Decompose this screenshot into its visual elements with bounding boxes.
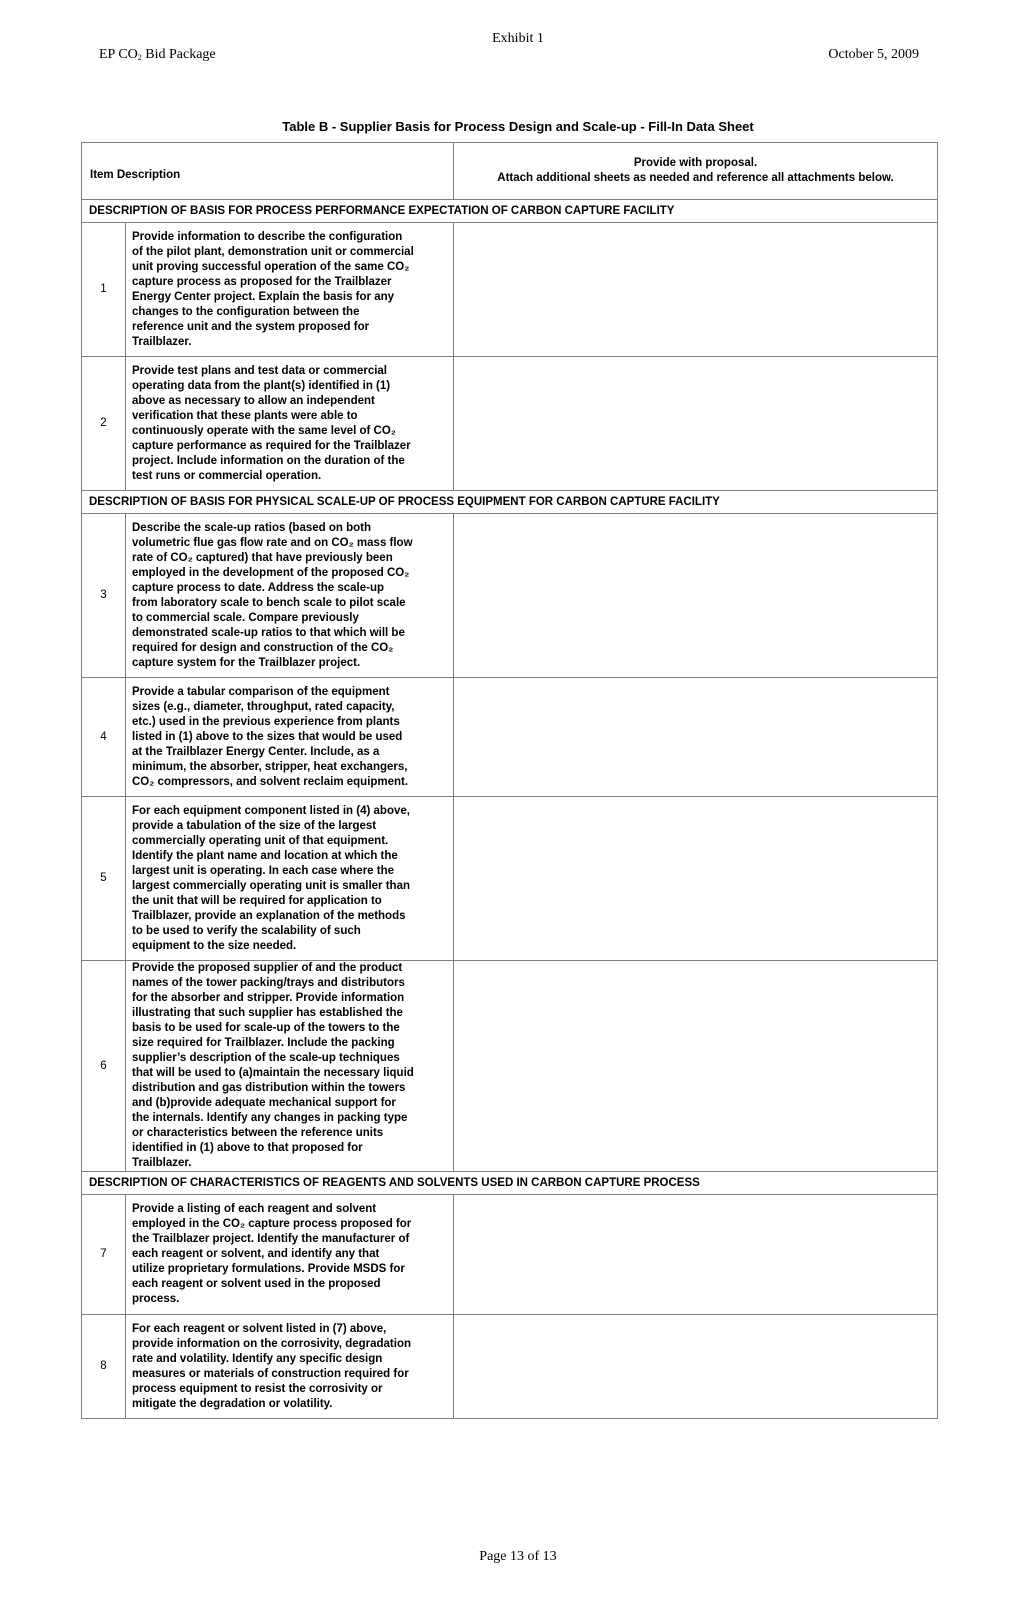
description-line: the unit that will be required for application to	[132, 894, 382, 907]
description-line: equipment to the size needed.	[132, 939, 297, 952]
description-line: Provide a tabular comparison of the equipment	[132, 685, 390, 698]
description-line: CO₂ compressors, and solvent reclaim equipment.	[132, 775, 409, 788]
description-line: utilize proprietary formulations. Provide MSDS for	[132, 1263, 405, 1275]
item-row	[82, 678, 938, 797]
item-description	[126, 1315, 454, 1419]
description-line: largest unit is operating. In each case where the	[132, 864, 395, 877]
item-description	[126, 961, 454, 1172]
description-line: the Trailblazer project. Identify the manufacturer of	[132, 1233, 410, 1245]
description-line: process.	[132, 1293, 180, 1305]
description-line: employed in the CO₂ capture process proposed for	[132, 1218, 412, 1230]
description-line: employed in the development of the proposed CO₂	[132, 566, 410, 579]
description-line: each reagent or solvent, and identify any that	[132, 1248, 380, 1260]
description-line: from laboratory scale to bench scale to pilot scale	[132, 596, 406, 609]
description-line: rate and volatility. Identify any specific design	[132, 1352, 383, 1365]
exhibit-label: Exhibit 1	[492, 31, 544, 46]
item-row	[82, 1195, 938, 1315]
item-number: 4	[82, 678, 126, 797]
description-line: provide a tabulation of the size of the largest	[132, 819, 377, 832]
section-row	[82, 491, 938, 514]
item-row	[82, 514, 938, 678]
description-line: largest commercially operating unit is smaller than	[132, 879, 411, 892]
response-field[interactable]	[454, 1315, 938, 1419]
description-line: of the pilot plant, demonstration unit or commercial	[132, 245, 414, 258]
description-line: For each equipment component listed in (4) above,	[132, 804, 410, 817]
description-line: illustrating that such supplier has established the	[132, 1007, 403, 1019]
description-line: Energy Center project. Explain the basis for any	[132, 290, 395, 303]
response-field[interactable]	[454, 357, 938, 491]
description-line: commercially operating unit of that equipment.	[132, 834, 389, 847]
header-row	[82, 143, 938, 200]
description-line: to be used to verify the scalability of such	[132, 924, 361, 937]
response-field[interactable]	[454, 514, 938, 678]
description-line: unit proving successful operation of the same CO₂	[132, 260, 410, 273]
description-line: process equipment to resist the corrosivity or	[132, 1382, 383, 1395]
description-line: Describe the scale-up ratios (based on both	[132, 521, 371, 534]
section-heading: DESCRIPTION OF CHARACTERISTICS OF REAGENTS AND SOLVENTS USED IN CARBON CAPTURE PROCESS	[82, 1172, 938, 1195]
section-row	[82, 200, 938, 223]
description-line: Trailblazer.	[132, 335, 192, 348]
item-number: 6	[82, 961, 126, 1172]
table-title: Table B - Supplier Basis for Process Design and Scale-up - Fill-In Data Sheet	[282, 119, 754, 134]
fill-in-data-sheet	[81, 142, 938, 1419]
description-line: Provide a listing of each reagent and solvent	[132, 1203, 377, 1215]
description-line: Provide the proposed supplier of and the product	[132, 962, 403, 974]
column-header-provide-line2: Attach additional sheets as needed and reference all attachments below.	[497, 172, 894, 184]
description-line: basis to be used for scale-up of the towers to the	[132, 1022, 400, 1034]
description-line: volumetric flue gas flow rate and on CO₂ mass flow	[132, 536, 413, 549]
item-number: 3	[82, 514, 126, 678]
item-number: 5	[82, 797, 126, 961]
page-number: Page 13 of 13	[479, 1549, 557, 1564]
description-line: identified in (1) above to that proposed for	[132, 1142, 363, 1154]
column-header-provide	[454, 143, 938, 200]
description-line: to commercial scale. Compare previously	[132, 611, 359, 624]
column-header-item: Item	[90, 168, 114, 181]
document-title-subscript: 2	[137, 53, 142, 62]
item-number: 1	[82, 223, 126, 357]
description-line: Identify the plant name and location at which the	[132, 849, 398, 862]
item-row	[82, 1315, 938, 1419]
description-line: Trailblazer, provide an explanation of the methods	[132, 909, 406, 922]
item-number: 8	[82, 1315, 126, 1419]
section-heading: DESCRIPTION OF BASIS FOR PHYSICAL SCALE-UP OF PROCESS EQUIPMENT FOR CARBON CAPTURE FACILITY	[82, 491, 938, 514]
description-line: capture performance as required for the Trailblazer	[132, 439, 411, 452]
description-line: and (b)provide adequate mechanical support for	[132, 1097, 396, 1109]
description-line: listed in (1) above to the sizes that would be used	[132, 730, 403, 743]
description-line: sizes (e.g., diameter, throughput, rated capacity,	[132, 700, 395, 713]
description-line: rate of CO₂ captured) that have previously been	[132, 551, 393, 564]
sheet-body	[82, 143, 938, 1419]
description-line: for the absorber and stripper. Provide information	[132, 992, 405, 1004]
description-line: capture system for the Trailblazer project.	[132, 656, 361, 669]
description-line: above as necessary to allow an independent	[132, 394, 375, 407]
item-row	[82, 223, 938, 357]
document-date: October 5, 2009	[828, 47, 919, 62]
description-line: distribution and gas distribution within the towers	[132, 1082, 406, 1094]
document-title-suffix: Bid Package	[141, 47, 216, 62]
item-description	[126, 223, 454, 357]
item-description	[126, 514, 454, 678]
description-line: capture process as proposed for the Trailblazer	[132, 275, 392, 288]
description-line: size required for Trailblazer. Include the packing	[132, 1037, 395, 1049]
description-line: provide information on the corrosivity, degradation	[132, 1337, 412, 1350]
description-line: demonstrated scale-up ratios to that which will be	[132, 626, 405, 639]
item-description	[126, 678, 454, 797]
response-field[interactable]	[454, 678, 938, 797]
column-header-description: Description	[116, 168, 181, 181]
description-line: continuously operate with the same level of CO₂	[132, 424, 396, 437]
description-line: at the Trailblazer Energy Center. Include, as a	[132, 745, 380, 758]
document-title-prefix: EP CO	[99, 47, 138, 62]
description-line: test runs or commercial operation.	[132, 469, 322, 482]
description-line: each reagent or solvent used in the proposed	[132, 1278, 381, 1290]
item-row	[82, 961, 938, 1172]
description-line: mitigate the degradation or volatility.	[132, 1397, 333, 1410]
description-line: project. Include information on the duration of the	[132, 454, 405, 467]
document-title	[99, 47, 216, 63]
response-field[interactable]	[454, 1195, 938, 1315]
description-line: reference unit and the system proposed for	[132, 320, 370, 333]
response-field[interactable]	[454, 797, 938, 961]
item-description	[126, 1195, 454, 1315]
description-line: the internals. Identify any changes in packing type	[132, 1112, 408, 1124]
description-line: supplier’s description of the scale-up techniques	[132, 1052, 400, 1064]
response-field[interactable]	[454, 961, 938, 1172]
description-line: or characteristics between the reference units	[132, 1127, 384, 1139]
column-header-provide-line1: Provide with proposal.	[633, 157, 758, 169]
description-line: etc.) used in the previous experience from plants	[132, 715, 400, 728]
section-row	[82, 1172, 938, 1195]
description-line: required for design and construction of the CO₂	[132, 641, 394, 654]
description-line: names of the tower packing/trays and distributors	[132, 977, 405, 989]
item-description	[126, 797, 454, 961]
description-line: Trailblazer.	[132, 1157, 192, 1169]
item-number: 7	[82, 1195, 126, 1315]
item-number: 2	[82, 357, 126, 491]
section-heading: DESCRIPTION OF BASIS FOR PROCESS PERFORMANCE EXPECTATION OF CARBON CAPTURE FACILITY	[82, 200, 938, 223]
description-line: changes to the configuration between the	[132, 305, 360, 318]
description-line: verification that these plants were able to	[132, 409, 358, 422]
description-line: Provide information to describe the configuration	[132, 230, 403, 243]
description-line: operating data from the plant(s) identified in (1)	[132, 379, 391, 392]
item-row	[82, 357, 938, 491]
description-line: For each reagent or solvent listed in (7) above,	[132, 1322, 387, 1335]
response-field[interactable]	[454, 223, 938, 357]
description-line: measures or materials of construction required for	[132, 1367, 409, 1380]
description-line: that will be used to (a)maintain the necessary liquid	[132, 1067, 414, 1079]
column-header-item-description	[82, 143, 454, 200]
item-description	[126, 357, 454, 491]
description-line: minimum, the absorber, stripper, heat exchangers,	[132, 760, 408, 773]
item-row	[82, 797, 938, 961]
description-line: Provide test plans and test data or commercial	[132, 364, 387, 377]
description-line: capture process to date. Address the scale-up	[132, 581, 385, 594]
